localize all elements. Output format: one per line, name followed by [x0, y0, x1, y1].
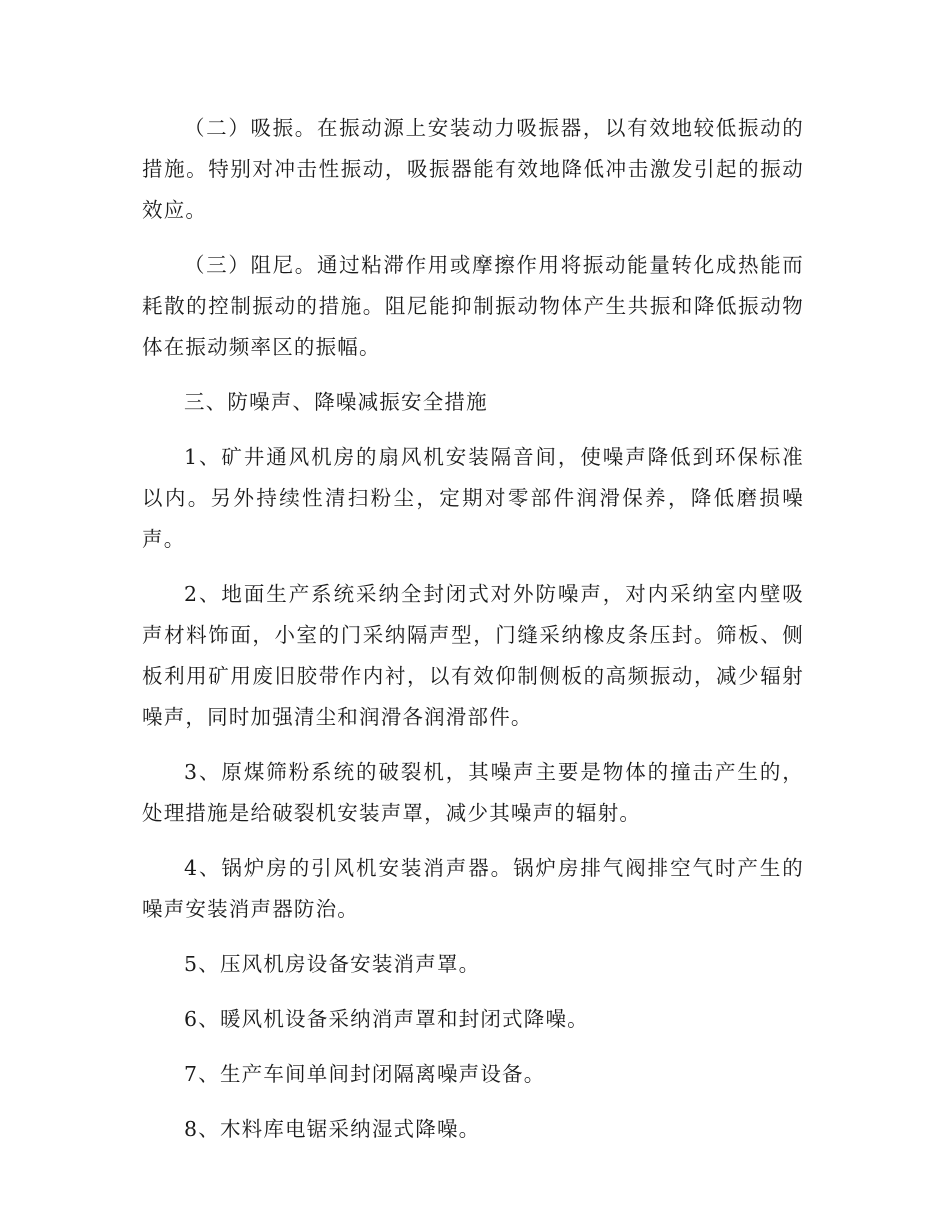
paragraph-item-1: 1、矿井通风机房的扇风机安装隔音间，使噪声降低到环保标准以内。另外持续性清扫粉尘，定期对零部件润滑保养，降低磨损噪声。: [142, 445, 804, 551]
paragraph-absorption: （二）吸振。在振动源上安装动力吸振器，以有效地较低振动的措施。特别对冲击性振动，吸振器能有效地降低冲击激发引起的振动效应。: [142, 116, 804, 222]
paragraph-item-6: 6、暖风机设备采纳消声罩和封闭式降噪。: [184, 1007, 589, 1031]
paragraph-item-3: 3、原煤筛粉系统的破裂机，其噪声主要是物体的撞击产生的，处理措施是给破裂机安装声罩，减少其噪声的辐射。: [142, 760, 804, 825]
paragraph-item-5: 5、压风机房设备安装消声罩。: [184, 952, 481, 976]
section-heading-noise-measures: 三、防噪声、降噪减振安全措施: [184, 390, 488, 414]
paragraph-item-4: 4、锅炉房的引风机安装消声器。锅炉房排气阀排空气时产生的噪声安装消声器防治。: [142, 856, 804, 921]
paragraph-item-7: 7、生产车间单间封闭隔离噪声设备。: [184, 1062, 546, 1086]
paragraph-item-2: 2、地面生产系统采纳全封闭式对外防噪声，对内采纳室内壁吸声材料饰面，小室的门采纳隔声型，门缝采纳橡皮条压封。筛板、侧板利用矿用废旧胶带作内衬，以有效仰制侧板的高频振动，减少辐射噪声，同时加强清尘和润滑各润滑部件。: [142, 582, 804, 729]
document-body: [142, 108, 804, 1164]
paragraph-item-8: 8、木料库电锯采纳湿式降噪。: [184, 1117, 481, 1141]
paragraph-damping: （三）阻尼。通过粘滞作用或摩擦作用将振动能量转化成热能而耗散的控制振动的措施。阻尼能抑制振动物体产生共振和降低振动物体在振动频率区的振幅。: [142, 253, 804, 359]
